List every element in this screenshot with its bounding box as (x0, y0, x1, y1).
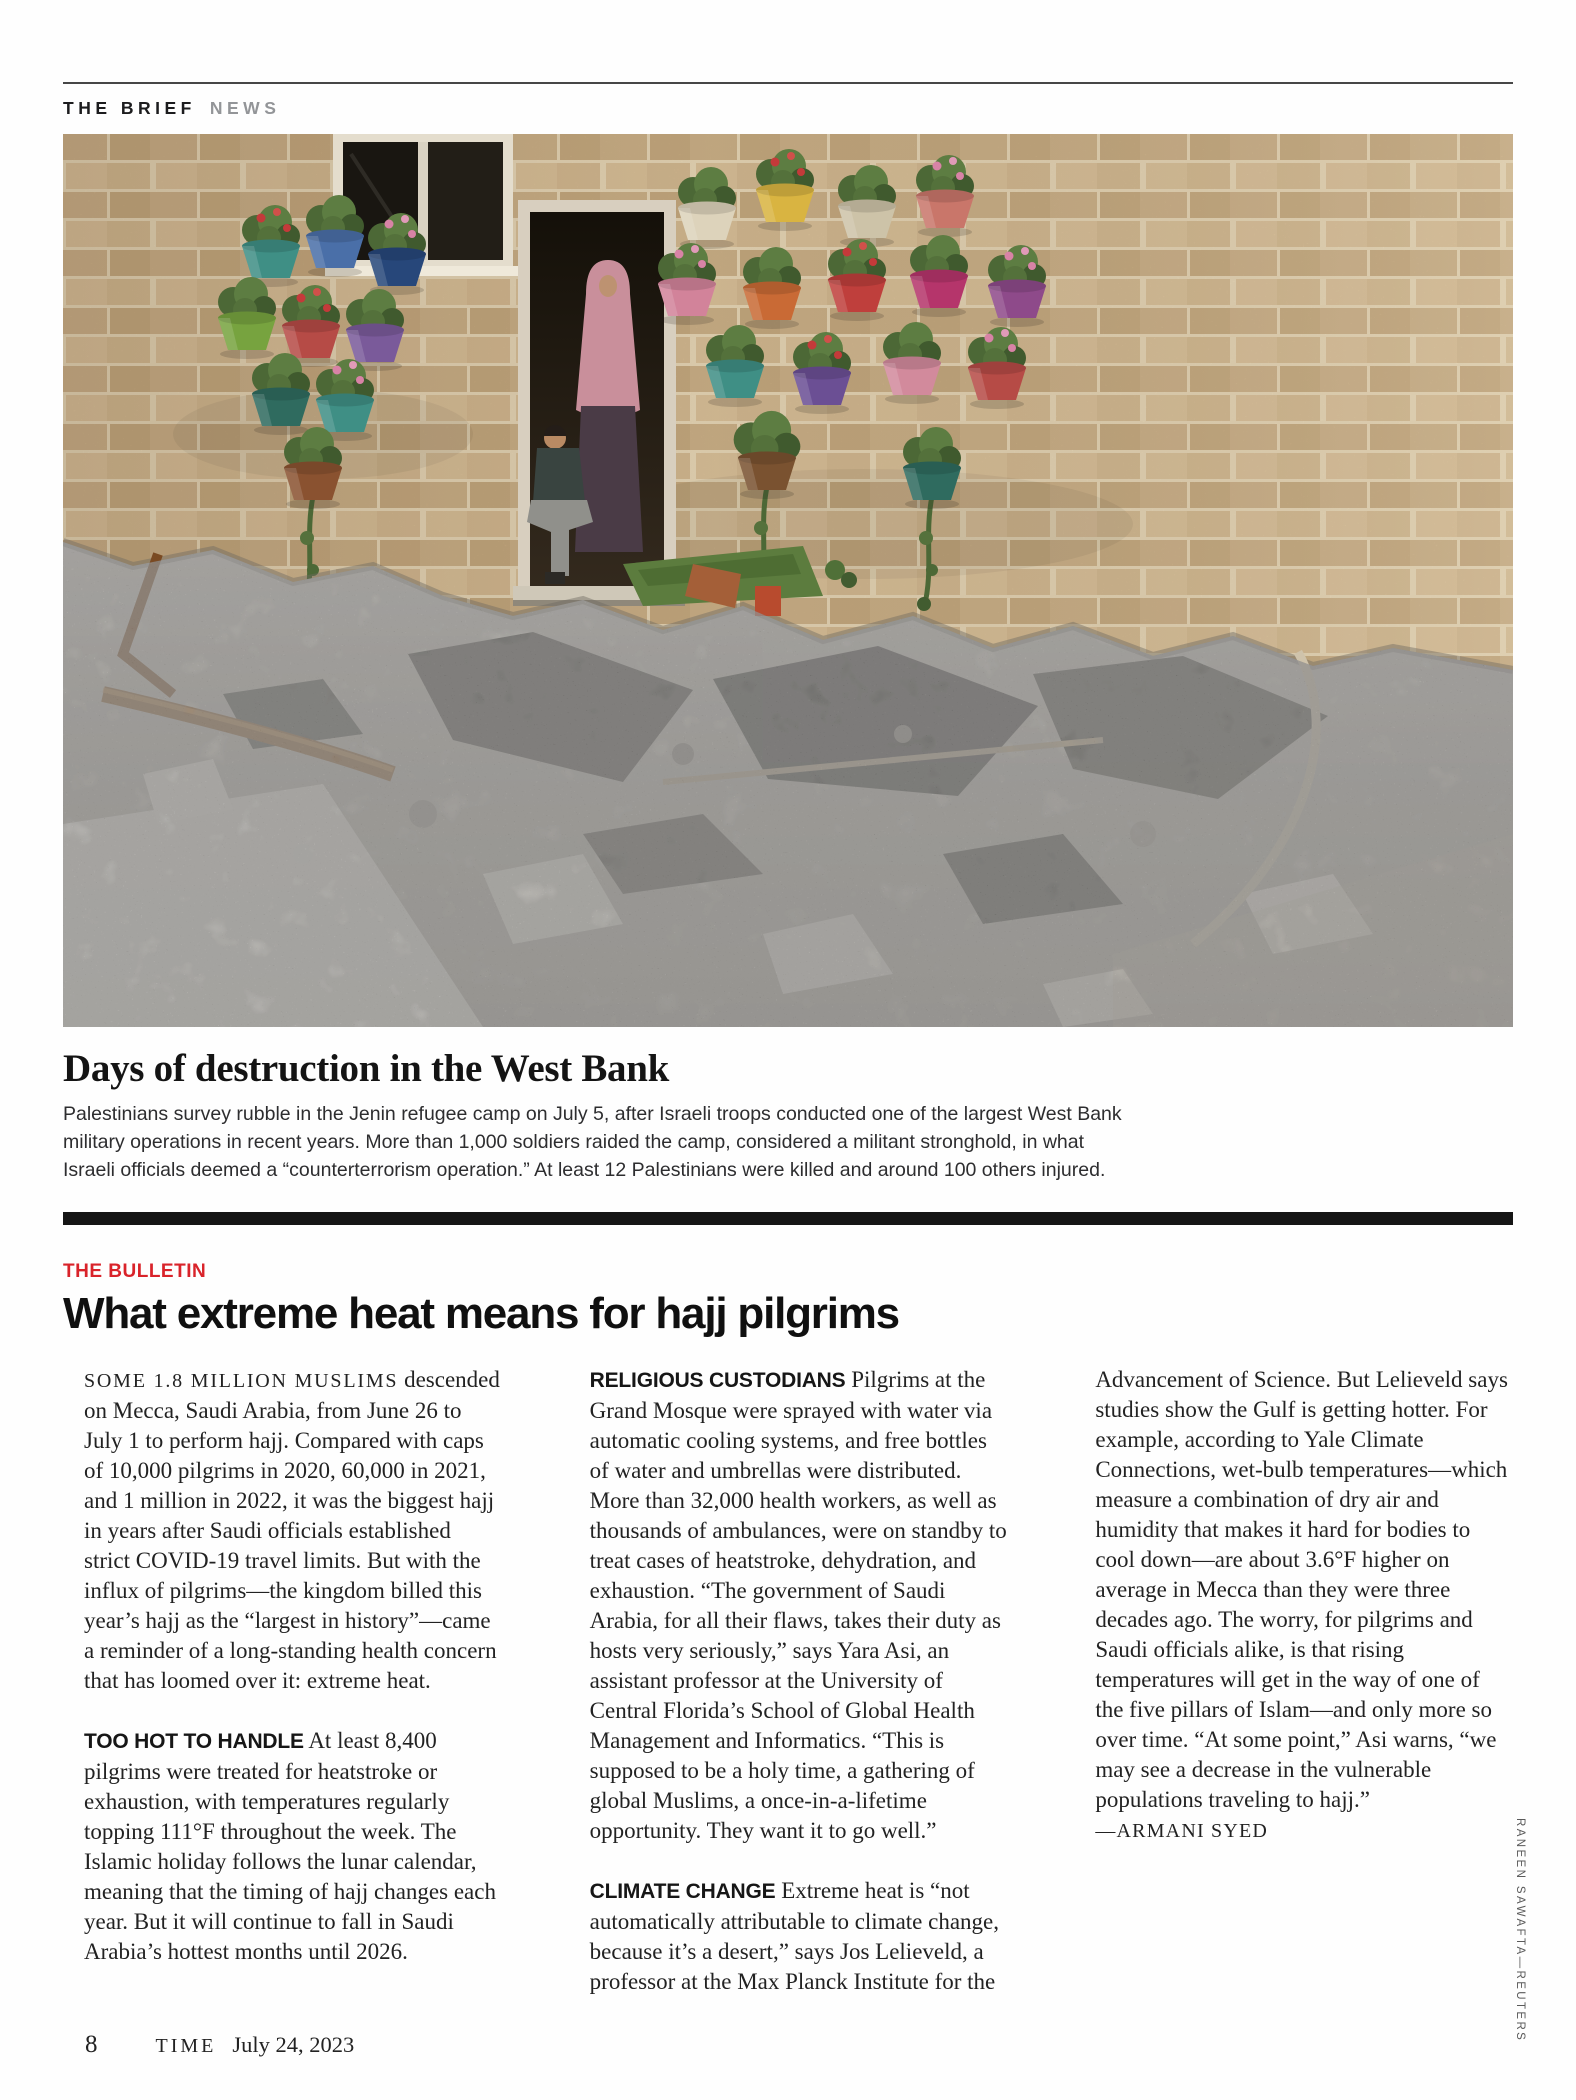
paragraph-text: Extreme heat is “not automatically attributable to climate change, because it’s a desert,” says Jos Lelieveld, a professor at the Max Planck Institute for the Advancement of Science. But Lelieveld says studies show the Gulf is getting hotter. For example, according to Yale Climate Connections, wet-bulb temperatures—which measure a combination of dry air and humidity that makes it hard for bodies to cool down—are about 3.6°F higher on average in Mecca than they were three decades ago. The worry, for pilgrims and Saudi officials alike, is that rising temperatures will get in the way of one of the five pillars of Islam—and only more so over time. “At some point,” Asi warns, “we may see a decrease in the vulnerable populations traveling to hajj.” (589, 1366, 1508, 1994)
section-header (63, 97, 1513, 119)
section-divider (63, 1212, 1513, 1225)
paragraph-lead: TOO HOT TO HANDLE (84, 1729, 304, 1753)
bulletin-kicker: THE BULLETIN (63, 1260, 207, 1282)
paragraph-lead: RELIGIOUS CUSTODIANS (589, 1368, 846, 1392)
photo-caption: Palestinians survey rubble in the Jenin refugee camp on July 5, after Israeli troops conducted one of the largest West Bank military operations in recent years. More than 1,000 soldiers raided the camp, considered a militant stronghold, in what Israeli officials deemed a “counterterrorism operation.” At least 12 Palestinians were killed and around 100 others injured. (63, 1102, 1122, 1181)
article-paragraph (590, 1365, 1008, 1846)
page-number: 8 (85, 2030, 98, 2058)
article-paragraph (84, 1365, 502, 1696)
article-lead-in: SOME 1.8 MILLION MUSLIMS (84, 1369, 399, 1392)
section-subtitle: NEWS (209, 97, 281, 118)
west-bank-photo-illustration (63, 134, 1513, 1027)
news-photo (63, 134, 1513, 1027)
page-footer (63, 2031, 1513, 2059)
article-byline: —ARMANI SYED (1095, 1819, 1269, 1842)
paragraph-text: descended on Mecca, Saudi Arabia, from June 26 to July 1 to perform hajj. Compared with caps of 10,000 pilgrims in 2020, 60,000 in 2021, and 1 million in 2022, it was the biggest hajj in years after Saudi officials established strict COVID-19 travel limits. But with the influx of pilgrims—the kingdom billed this year’s hajj as the “largest in history”—came a reminder of a long-standing health concern that has loomed over it: extreme heat. (84, 1366, 500, 1693)
article-headline: What extreme heat means for hajj pilgrims (63, 1288, 899, 1338)
photo-headline: Days of destruction in the West Bank (63, 1046, 670, 1090)
doorway (513, 200, 685, 606)
article-body (84, 1365, 1513, 2015)
section-title: THE BRIEF (63, 97, 196, 118)
paragraph-text: Pilgrims at the Grand Mosque were sprayed with water via automatic cooling systems, and free bottles of water and umbrellas were distributed. More than 32,000 health workers, as well as thousands of ambulances, were on standby to treat cases of heatstroke, dehydration, and exhaustion. “The government of Saudi Arabia, for all their flaws, takes their duty as hosts very seriously,” says Yara Asi, an assistant professor at the University of Central Florida’s School of Global Health Management and Informatics. “This is supposed to be a holy time, a gathering of global Muslims, a once-in-a-lifetime opportunity. They want it to go well.” (589, 1366, 1007, 1843)
paragraph-text: At least 8,400 pilgrims were treated for heatstroke or exhaustion, with temperatures regularly topping 111°F throughout the week. The Islamic holiday follows the lunar calendar, meaning that the timing of hajj changes each year. But it will continue to fall in Saudi Arabia’s hottest months until 2026. (84, 1727, 496, 1964)
article-paragraph (84, 1726, 502, 1967)
magazine-name: TIME (155, 2034, 217, 2057)
paragraph-lead: CLIMATE CHANGE (589, 1879, 776, 1903)
issue-date: July 24, 2023 (232, 2031, 355, 2057)
header-rule (63, 82, 1513, 84)
photo-credit: RANEEN SAWAFTA—REUTERS (1514, 1818, 1526, 2043)
